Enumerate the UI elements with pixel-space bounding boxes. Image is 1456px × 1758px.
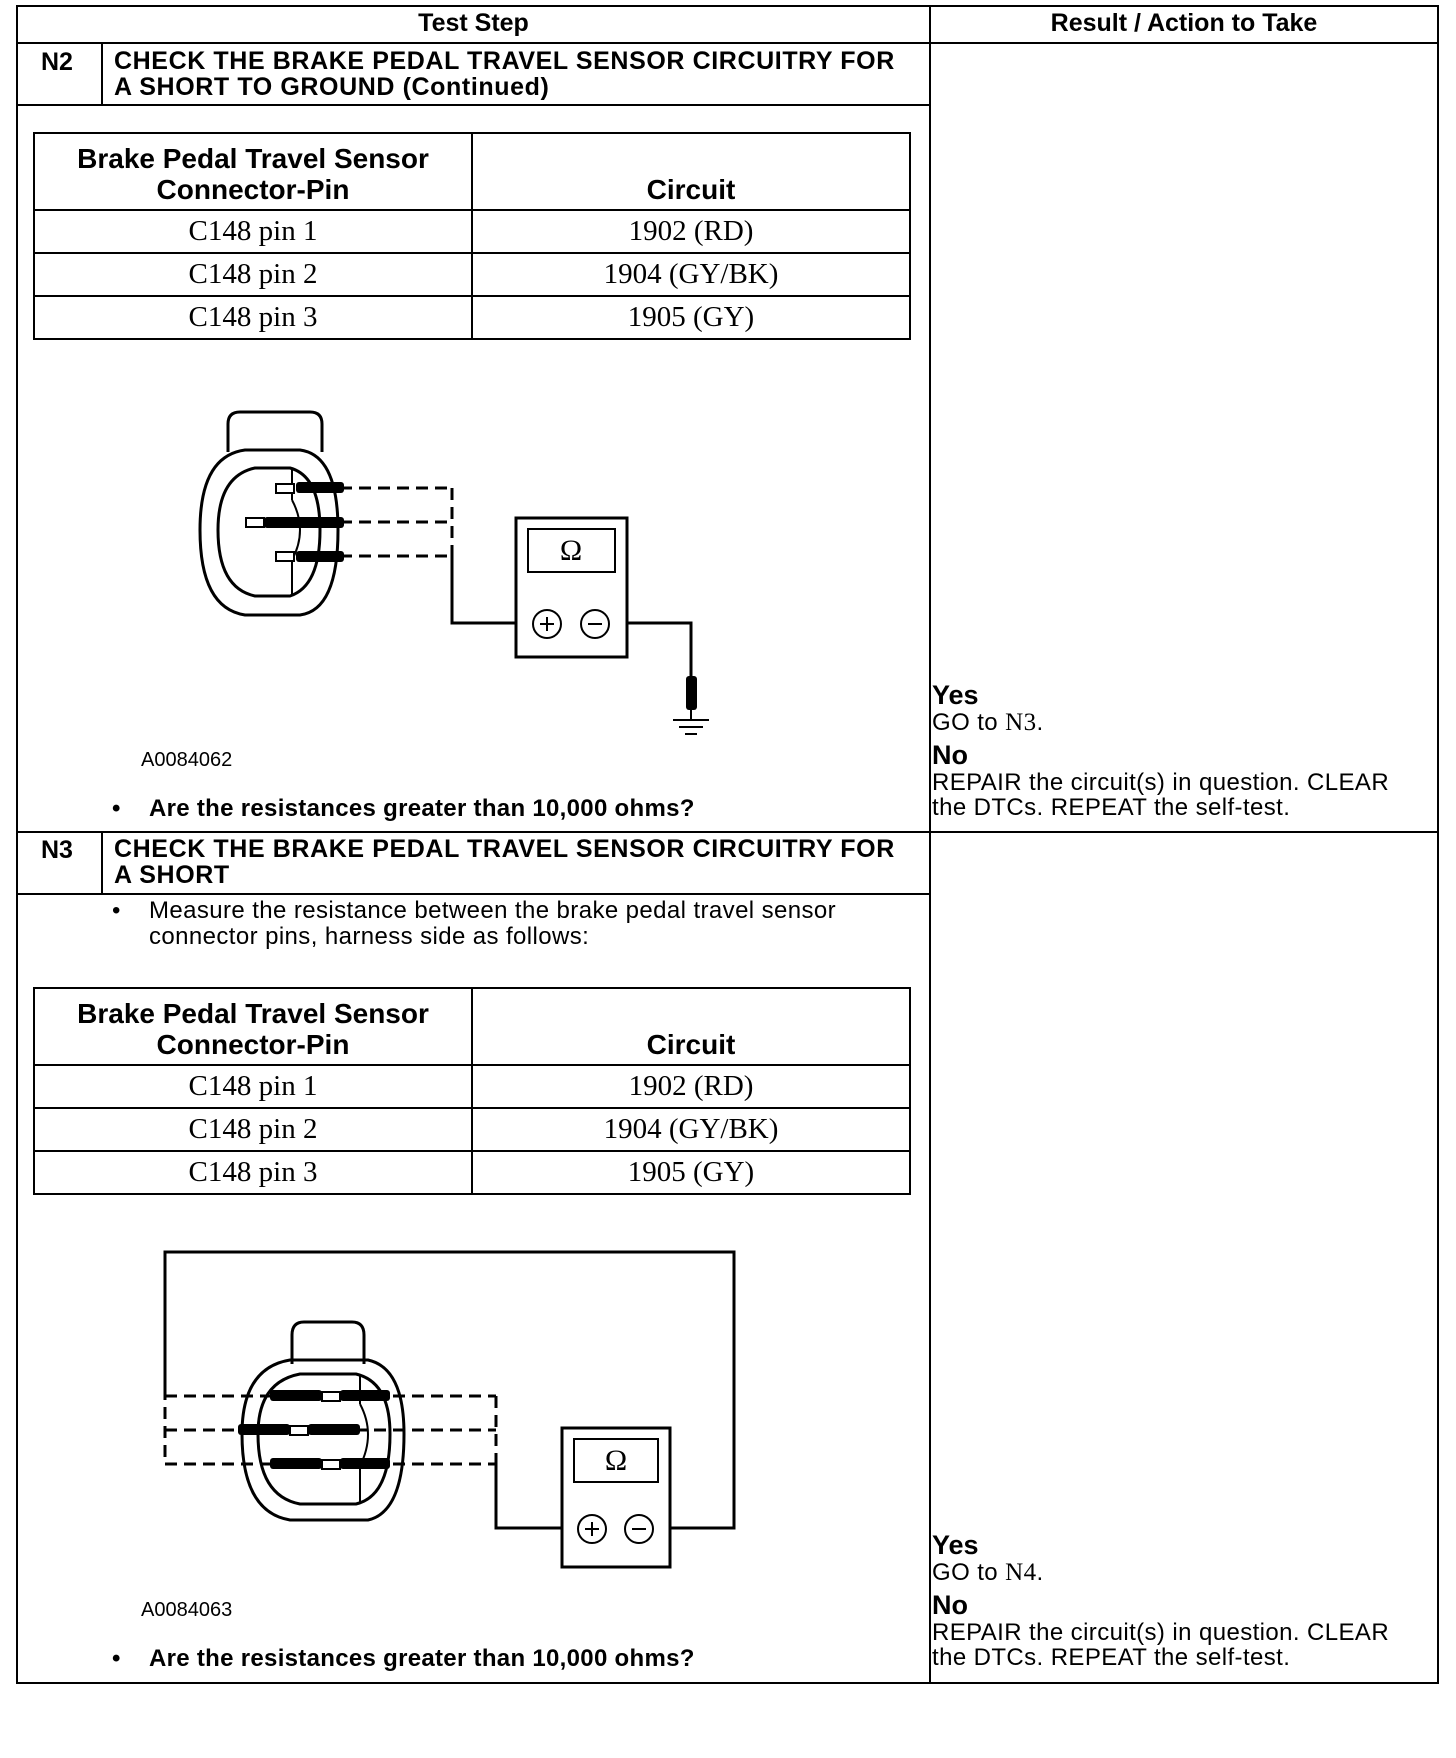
- column-header-circuit: Circuit: [472, 133, 910, 210]
- connector-latch: [292, 1322, 364, 1364]
- yes-action: GO to N3.: [932, 709, 1044, 736]
- no-action-line2: the DTCs. REPEAT the self-test.: [932, 794, 1291, 821]
- step-id-n3: N3: [41, 836, 73, 864]
- step-link-n3[interactable]: N3: [1005, 709, 1037, 736]
- question-n2: Are the resistances greater than 10,000 ohms?: [149, 795, 695, 822]
- circuit-cell: 1905 (GY): [472, 1151, 910, 1194]
- figure-id-n2: A0084062: [141, 749, 233, 771]
- connector-housing-outline: [242, 1360, 404, 1520]
- step-title-n3: CHECK THE BRAKE PEDAL TRAVEL SENSOR CIRCUITRY FOR A SHORT: [114, 835, 895, 889]
- header-result-action: Result / Action to Take: [1050, 9, 1318, 37]
- pin-cell: C148 pin 2: [34, 1108, 472, 1151]
- circuit-cell: 1902 (RD): [472, 210, 910, 253]
- column-header-connector-pin: Brake Pedal Travel Sensor Connector-Pin: [34, 988, 472, 1065]
- bullet: •: [112, 1645, 121, 1672]
- figure-id-n3: A0084063: [141, 1599, 233, 1621]
- step-title-n2: CHECK THE BRAKE PEDAL TRAVEL SENSOR CIRCUITRY FOR A SHORT TO GROUND (Continued): [114, 47, 895, 101]
- pin-cell: C148 pin 1: [34, 210, 472, 253]
- column-header-circuit: Circuit: [472, 988, 910, 1065]
- ohm-symbol: Ω: [559, 534, 583, 567]
- circuit-cell: 1904 (GY/BK): [472, 253, 910, 296]
- yes-action: GO to N4.: [932, 1559, 1044, 1586]
- no-label: No: [932, 740, 968, 770]
- column-header-connector-pin: Brake Pedal Travel Sensor Connector-Pin: [34, 133, 472, 210]
- no-label: No: [932, 1590, 968, 1620]
- yes-label: Yes: [932, 680, 979, 710]
- yes-label: Yes: [932, 1530, 979, 1560]
- circuit-cell: 1905 (GY): [472, 296, 910, 339]
- instruction-n3: Measure the resistance between the brake pedal travel sensor connector pins, harness side as follows:: [149, 897, 837, 950]
- circuit-cell: 1904 (GY/BK): [472, 1108, 910, 1151]
- header-test-step: Test Step: [418, 9, 529, 37]
- step-link-n4[interactable]: N4: [1005, 1559, 1037, 1586]
- pin-cell: C148 pin 3: [34, 296, 472, 339]
- step-id-n2: N2: [41, 48, 73, 76]
- bullet: •: [112, 795, 121, 822]
- pin-cell: C148 pin 1: [34, 1065, 472, 1108]
- ohm-symbol: Ω: [604, 1444, 628, 1477]
- question-n3: Are the resistances greater than 10,000 ohms?: [149, 1645, 695, 1672]
- result-n3: [932, 1530, 1432, 1670]
- pin-cell: C148 pin 3: [34, 1151, 472, 1194]
- circuit-cell: 1902 (RD): [472, 1065, 910, 1108]
- no-action-line1: REPAIR the circuit(s) in question. CLEAR: [932, 769, 1390, 796]
- bullet: •: [112, 897, 121, 924]
- no-action-line2: the DTCs. REPEAT the self-test.: [932, 1644, 1291, 1671]
- no-action-line1: REPAIR the circuit(s) in question. CLEAR: [932, 1619, 1390, 1646]
- pin-cell: C148 pin 2: [34, 253, 472, 296]
